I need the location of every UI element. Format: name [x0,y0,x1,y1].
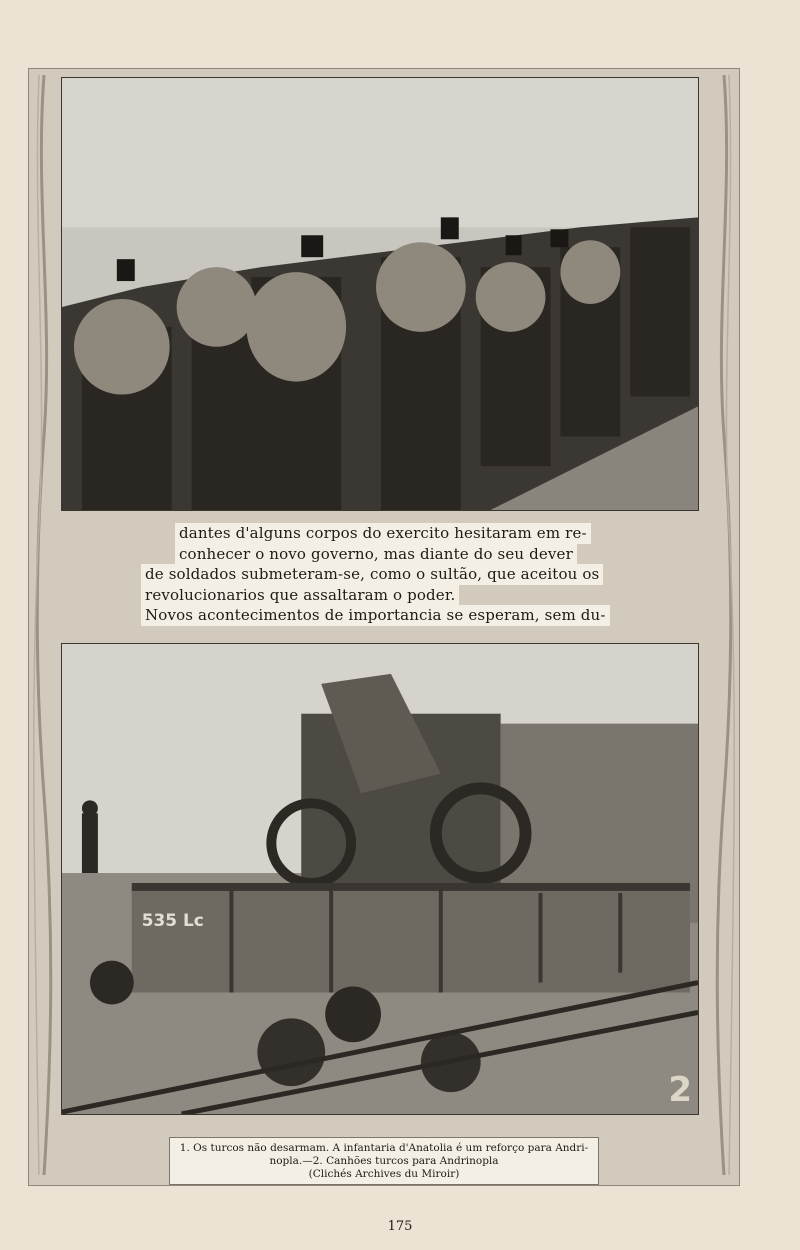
ornament-right [713,75,735,1175]
caption-line: nopla.—2. Canhões turcos para Andrinopla [269,1155,499,1167]
page-frame [28,68,740,1186]
article-line: de soldados submeteram-se, como o sultão, que aceitou os [141,564,603,585]
wagon-marking: 535 Lc [141,909,204,930]
article-text [141,523,631,626]
ornament-left [33,75,55,1175]
photo-turkish-cannons [61,643,699,1115]
page-number: 175 [387,1219,413,1234]
article-line: Novos acontecimentos de importancia se esperam, sem du- [141,605,610,626]
article-line: dantes d'alguns corpos do exercito hesitaram em re- [175,523,591,544]
article-line: revolucionarios que assaltaram o poder. [141,585,459,606]
caption-credit: (Clichés Archives du Miroir) [308,1168,460,1180]
article-line: conhecer o novo governo, mas diante do seu dever [175,544,577,565]
photo-caption [169,1137,599,1185]
photo-anatolian-infantry [61,77,699,511]
photo-number: 2 [668,1070,692,1110]
caption-line: 1. Os turcos não desarmam. A infantaria d'Anatolia é um reforço para Andri- [179,1142,589,1154]
